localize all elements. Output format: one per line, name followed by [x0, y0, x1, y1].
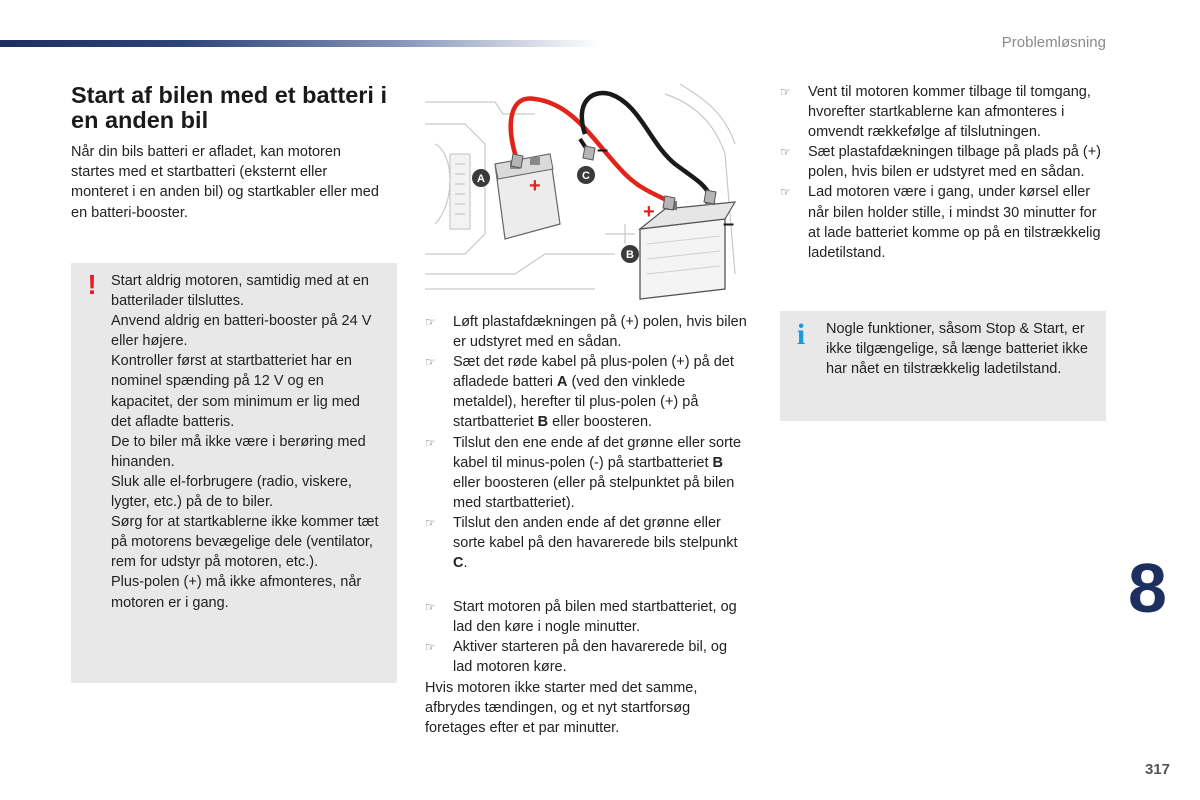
list-item	[780, 82, 1110, 142]
steps-list-3	[780, 82, 1110, 263]
step-text-part: Sæt det røde kabel på plus-polen (+) på det afladede batteri	[453, 354, 734, 391]
label-c-badge	[577, 166, 595, 184]
list-item	[425, 513, 750, 573]
list-item	[425, 312, 750, 352]
step-text-part: eller boosteren.	[548, 414, 653, 431]
battery-ref: B	[712, 454, 723, 471]
warning-box	[71, 263, 397, 683]
list-item	[780, 182, 1110, 262]
step-text: Start motoren på bilen med startbatteriet, og lad den køre i nogle minutter.	[453, 599, 737, 636]
plus-sign-b: +	[643, 201, 655, 223]
label-a: A	[477, 173, 485, 185]
step-text-part: eller boosteren (eller på stelpunktet på bilen med startbatteriet).	[453, 474, 735, 511]
pointing-hand-icon: ☞	[425, 515, 436, 530]
step-text: Lad motoren være i gang, under kørsel eller når bilen holder stille, i mindst 30 minutter for at lade batteriet komme op på en tilstrækkelig ladetilstand.	[808, 184, 1101, 261]
pointing-hand-icon: ☞	[780, 85, 791, 99]
step-text	[453, 435, 741, 511]
ground-point-ref: C	[453, 555, 464, 572]
battery-ref: B	[537, 414, 549, 431]
warning-line: Start aldrig motoren, samtidig med at en batterilader tilsluttes.	[111, 273, 369, 310]
step-text-part: .	[463, 555, 468, 572]
list-item	[780, 142, 1110, 182]
battery-ref: A	[557, 374, 568, 391]
step-text-part: (ved den vinklede metaldel), herefter til plus-polen (+) på startbatteriet	[453, 374, 699, 431]
pointing-hand-icon: ☞	[425, 600, 436, 614]
chapter-number: 8	[1128, 549, 1167, 627]
list-item	[425, 433, 750, 513]
pointing-hand-icon: ☞	[425, 435, 436, 450]
warning-lines	[111, 271, 381, 613]
pointing-hand-icon: ☞	[780, 185, 791, 200]
jump-start-illustration	[425, 84, 745, 304]
pointing-hand-icon: ☞	[425, 640, 436, 655]
step-text-part: Tilslut den ene ende af det grønne eller sorte kabel til minus-polen (-) på startbatteriet	[453, 434, 742, 471]
step-text-part: Tilslut den anden ende af det grønne eller sorte kabel på den havarerede bils stelpunkt	[453, 514, 738, 552]
steps-list-2	[425, 597, 750, 677]
label-a-badge	[472, 169, 490, 187]
list-item	[425, 637, 750, 677]
label-b-badge	[621, 245, 639, 263]
pointing-hand-icon: ☞	[425, 355, 436, 370]
page-number: 317	[1144, 761, 1170, 778]
label-c: C	[582, 170, 590, 182]
label-b: B	[626, 249, 634, 261]
warning-line: Plus-polen (+) må ikke afmonteres, når motoren er i gang.	[111, 574, 362, 611]
section-title: Problemløsning	[1001, 34, 1106, 51]
plus-sign-a: +	[529, 175, 541, 197]
minus-sign-b: –	[723, 213, 735, 235]
header-color-bar	[0, 40, 600, 47]
info-icon: i	[796, 318, 806, 351]
step-text: Sæt plastafdækningen tilbage på plads på (+) polen, hvis bilen er udstyret med en sådan.	[808, 144, 1102, 181]
pointing-hand-icon: ☞	[425, 315, 436, 329]
outro-paragraph: Hvis motoren ikke starter med det samme, afbrydes tændingen, og et nyt startforsøg foretages efter et par minutter.	[425, 680, 698, 737]
step-text	[453, 515, 738, 571]
battery-a	[495, 154, 560, 239]
warning-line: Kontroller først at startbatteriet har en nominel spænding på 12 V og en kapacitet, der som minimum er lig med det afladte batteris.	[111, 353, 360, 430]
page-title: Start af bilen med et batteri i en anden bil	[71, 82, 388, 133]
warning-line: Anvend aldrig en batteri-booster på 24 V eller højere.	[111, 313, 372, 350]
info-text: Nogle funktioner, såsom Stop & Start, er ikke tilgængelige, så længe batteriet ikke har nået en tilstrækkelig ladetilstand.	[826, 321, 1088, 378]
warning-icon: !	[87, 269, 97, 300]
list-item	[425, 597, 750, 637]
list-item	[425, 352, 750, 432]
step-text	[453, 354, 734, 430]
minus-sign-c: –	[597, 139, 609, 161]
pointing-hand-icon: ☞	[780, 145, 791, 160]
intro-paragraph: Når din bils batteri er afladet, kan motoren startes med et startbatteri (eksternt eller monteret i en anden bil) og startkabler eller med en batteri-booster.	[71, 144, 379, 221]
warning-line: Sørg for at startkablerne ikke kommer tæt på motorens bevægelige dele (ventilator, rem for udstyr på motoren, etc.).	[111, 514, 379, 571]
step-text: Vent til motoren kommer tilbage til tomgang, hvorefter startkablerne kan afmonteres i omvendt rækkefølge af tilslutningen.	[808, 84, 1091, 141]
step-text: Aktiver starteren på den havarerede bil, og lad motoren køre.	[453, 639, 728, 676]
info-box	[780, 311, 1106, 421]
warning-line: Sluk alle el-forbrugere (radio, viskere, lygter, etc.) på de to biler.	[111, 473, 352, 511]
warning-line: De to biler må ikke være i berøring med hinanden.	[111, 433, 366, 470]
steps-list-1	[425, 312, 750, 573]
step-text: Løft plastafdækningen på (+) polen, hvis bilen er udstyret med en sådan.	[453, 314, 747, 351]
